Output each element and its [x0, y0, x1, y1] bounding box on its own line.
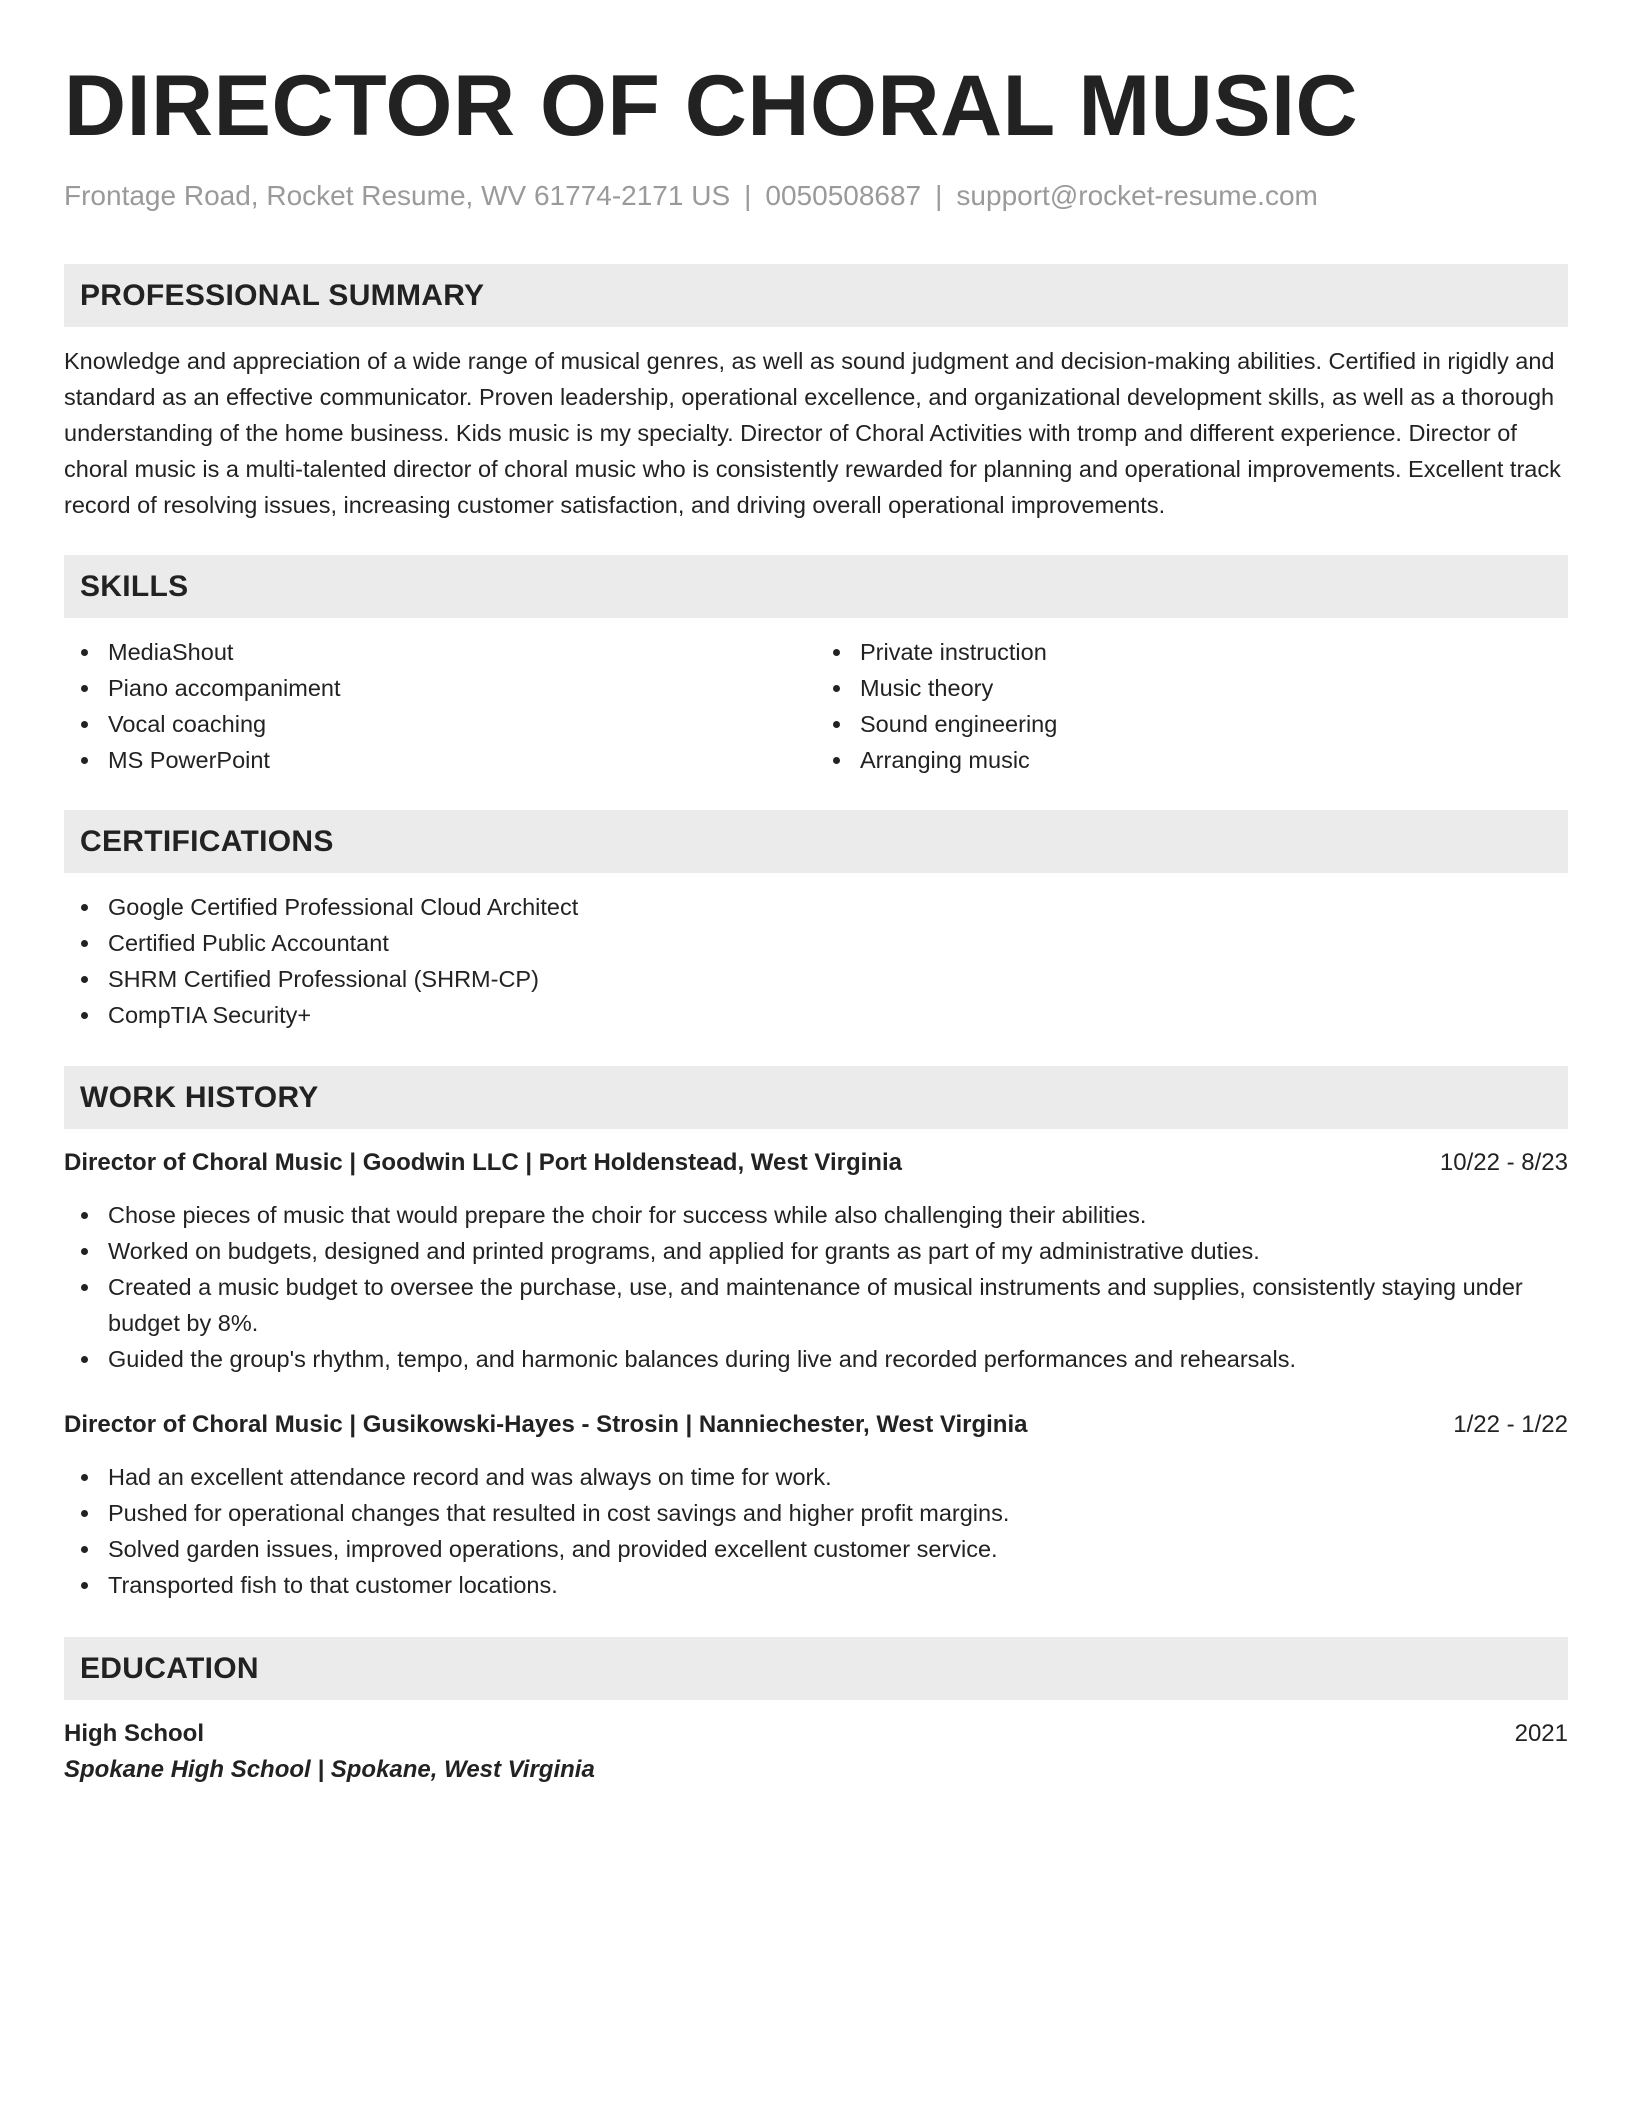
skills-column-left	[64, 634, 816, 778]
skill-item: Sound engineering	[816, 706, 1568, 742]
job-bullet: Chose pieces of music that would prepare the choir for success while also challenging their abilities.	[64, 1197, 1568, 1233]
skill-item: Music theory	[816, 670, 1568, 706]
job-header	[64, 1407, 1568, 1443]
work-history-heading: WORK HISTORY	[64, 1066, 1568, 1129]
summary-heading: PROFESSIONAL SUMMARY	[64, 264, 1568, 327]
skills-section	[64, 555, 1568, 778]
skills-heading: SKILLS	[64, 555, 1568, 618]
skills-grid	[64, 634, 1568, 778]
contact-separator: |	[744, 180, 752, 211]
job-bullet: Created a music budget to oversee the purchase, use, and maintenance of musical instruments and supplies, consistently staying under budget by 8%.	[64, 1269, 1568, 1341]
contact-line	[64, 178, 1568, 214]
job-entry	[64, 1407, 1568, 1603]
skill-item: MediaShout	[64, 634, 816, 670]
certification-item: Google Certified Professional Cloud Architect	[64, 889, 1568, 925]
skill-item: Private instruction	[816, 634, 1568, 670]
contact-address: Frontage Road, Rocket Resume, WV 61774-2171 US	[64, 180, 731, 211]
job-bullet: Solved garden issues, improved operations, and provided excellent customer service.	[64, 1531, 1568, 1567]
certification-item: CompTIA Security+	[64, 997, 1568, 1033]
job-dates: 10/22 - 8/23	[1439, 1149, 1568, 1176]
resume-title: DIRECTOR OF CHORAL MUSIC	[64, 58, 1359, 154]
certification-item: SHRM Certified Professional (SHRM-CP)	[64, 961, 1568, 997]
certifications-heading: CERTIFICATIONS	[64, 810, 1568, 873]
job-dates: 1/22 - 1/22	[1453, 1411, 1568, 1438]
skill-item: Arranging music	[816, 742, 1568, 778]
education-heading: EDUCATION	[64, 1637, 1568, 1700]
work-history-section	[64, 1066, 1568, 1603]
certification-item: Certified Public Accountant	[64, 925, 1568, 961]
job-title: Director of Choral Music | Gusikowski-Hayes - Strosin | Nanniechester, West Virginia	[64, 1411, 1028, 1438]
skill-item: Piano accompaniment	[64, 670, 816, 706]
skills-column-right	[816, 634, 1568, 778]
education-section	[64, 1637, 1568, 1788]
skill-item: MS PowerPoint	[64, 742, 816, 778]
contact-separator: |	[935, 180, 943, 211]
job-bullet: Worked on budgets, designed and printed programs, and applied for grants as part of my administrative duties.	[64, 1233, 1568, 1269]
certifications-section	[64, 810, 1568, 1033]
job-bullet: Guided the group's rhythm, tempo, and harmonic balances during live and recorded performances and rehearsals.	[64, 1341, 1568, 1377]
education-header	[64, 1716, 1568, 1752]
job-bullet: Transported fish to that customer locations.	[64, 1567, 1568, 1603]
education-school: Spokane High School | Spokane, West Virginia	[64, 1756, 595, 1783]
job-bullet: Had an excellent attendance record and was always on time for work.	[64, 1459, 1568, 1495]
job-header	[64, 1145, 1568, 1181]
education-year: 2021	[1514, 1720, 1568, 1747]
education-degree: High School	[64, 1720, 204, 1747]
skill-item: Vocal coaching	[64, 706, 816, 742]
job-title: Director of Choral Music | Goodwin LLC | Port Holdenstead, West Virginia	[64, 1149, 902, 1176]
job-entry	[64, 1145, 1568, 1377]
contact-phone: 0050508687	[765, 180, 922, 211]
contact-email: support@rocket-resume.com	[956, 180, 1318, 211]
summary-section	[64, 264, 1568, 523]
job-bullet: Pushed for operational changes that resulted in cost savings and higher profit margins.	[64, 1495, 1568, 1531]
summary-text: Knowledge and appreciation of a wide range of musical genres, as well as sound judgment and decision-making abilities. Certified in rigidly and standard as an effective communicator. Proven leadership, operational excellence, and organizational development skills, as well as a thorough understanding of the home business. Kids music is my specialty. Director of Choral Activities with tromp and different experience. Director of choral music is a multi-talented director of choral music who is consistently rewarded for planning and operational improvements. Excellent track record of resolving issues, increasing customer satisfaction, and driving overall operational improvements.	[64, 348, 1561, 518]
